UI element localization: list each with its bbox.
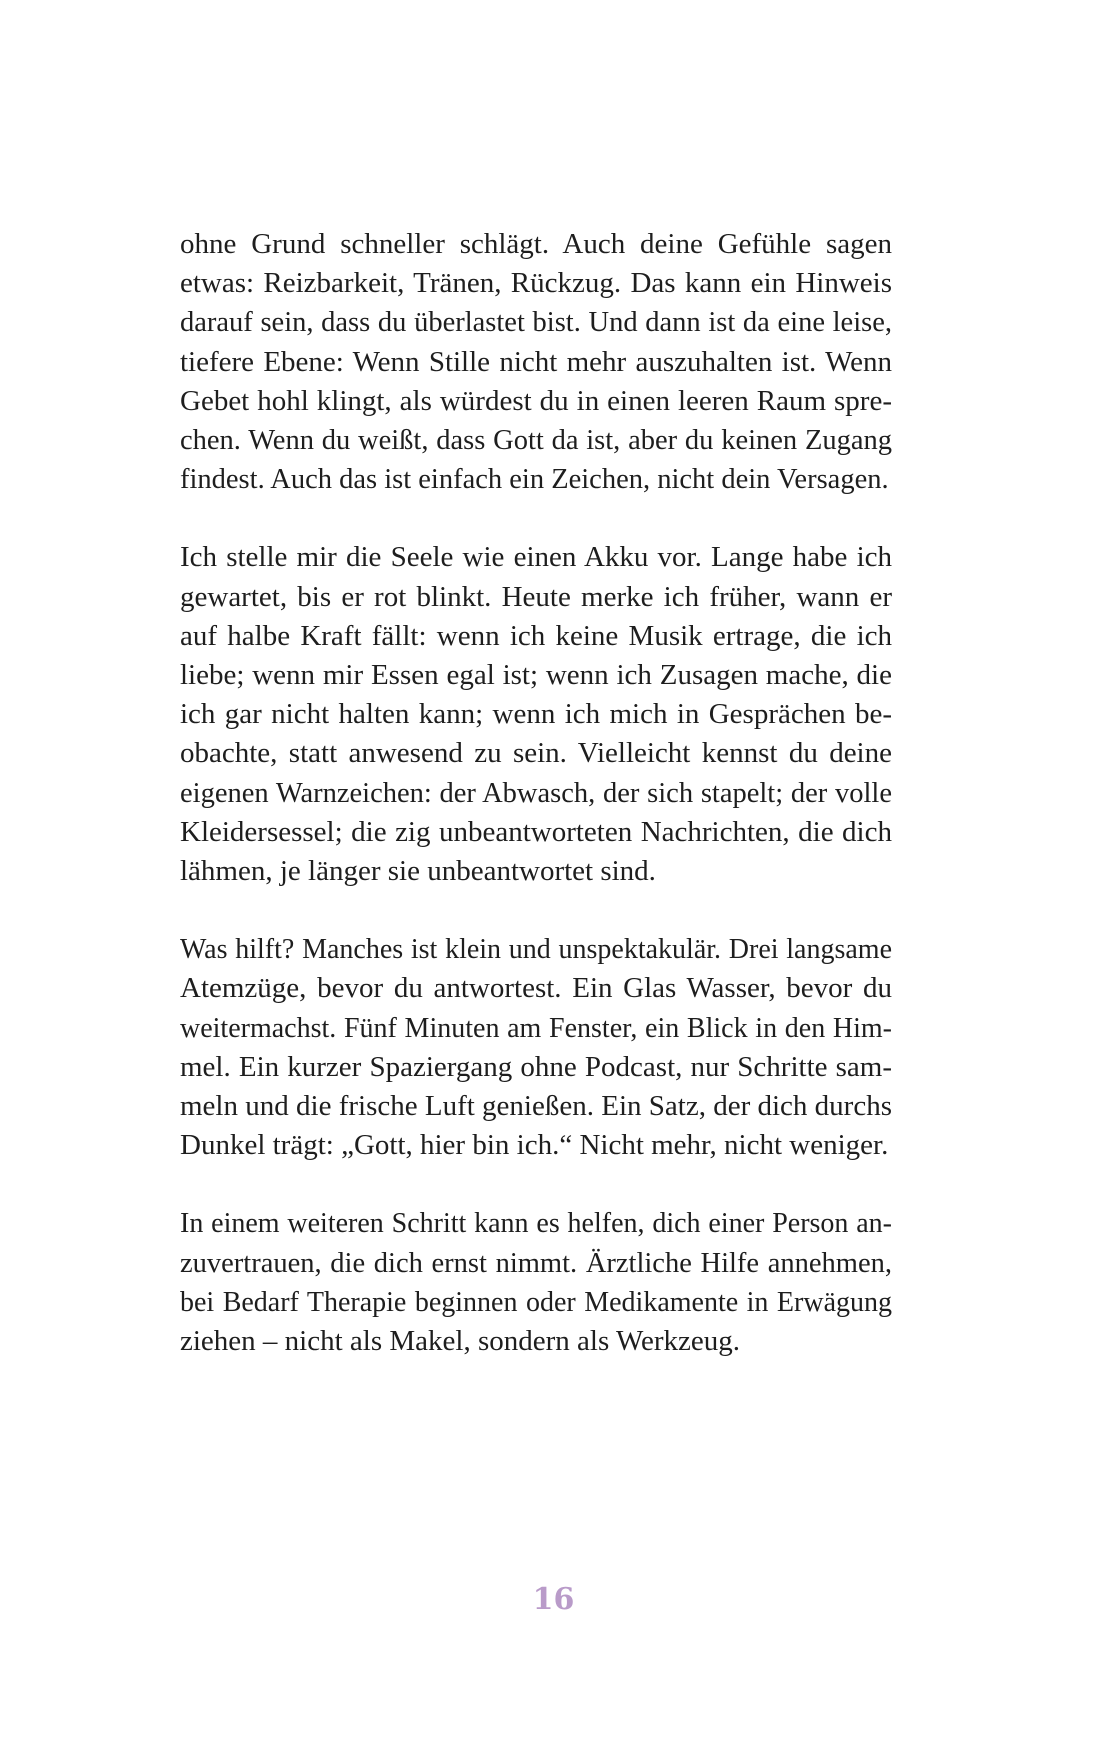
text-line: Atemzüge, bevor du antwortest. Ein Glas Wasser, bevor du (180, 972, 892, 1005)
text-line: auf halbe Kraft fällt: wenn ich keine Musik ertrage, die ich (180, 619, 892, 652)
text-line: meln und die frische Luft genießen. Ein Satz, der dich durchs (180, 1090, 892, 1123)
paragraph-1 (180, 225, 892, 499)
text-line: eigenen Warnzeichen: der Abwasch, der sich stapelt; der volle (180, 777, 892, 809)
text-line: darauf sein, dass du überlastet bist. Und dann ist da eine leise, (180, 307, 892, 339)
text-line: Ich stelle mir die Seele wie einen Akku vor. Lange habe ich (180, 541, 892, 574)
text-line: ohne Grund schneller schlägt. Auch deine Gefühle sagen (180, 228, 892, 260)
text-line: chen. Wenn du weißt, dass Gott da ist, aber du keinen Zugang (180, 425, 892, 457)
paragraph-2 (180, 538, 892, 891)
text-line: findest. Auch das ist einfach ein Zeichen, nicht dein Versagen. (180, 464, 889, 496)
text-line: mel. Ein kurzer Spaziergang ohne Podcast, nur Schritte sam- (180, 1050, 892, 1083)
text-line: Gebet hohl klingt, als würdest du in einen leeren Raum spre- (180, 384, 892, 417)
text-line: etwas: Reizbarkeit, Tränen, Rückzug. Das kann ein Hinweis (180, 267, 892, 300)
text-line: In einem weiteren Schritt kann es helfen, dich einer Person an- (180, 1208, 892, 1240)
text-line: obachte, statt anwesend zu sein. Vielleicht kennst du deine (180, 737, 892, 770)
body-text (180, 225, 892, 1400)
text-line: zuvertrauen, die dich ernst nimmt. Ärztliche Hilfe annehmen, (180, 1247, 892, 1279)
text-line: weitermachst. Fünf Minuten am Fenster, ein Blick in den Him- (180, 1012, 892, 1044)
text-line: liebe; wenn mir Essen egal ist; wenn ich Zusagen mache, die (180, 659, 892, 692)
text-line: bei Bedarf Therapie beginnen oder Medikamente in Erwägung (180, 1286, 892, 1318)
page-number: 16 (532, 1582, 575, 1617)
paragraph-4 (180, 1204, 892, 1361)
text-line: Kleidersessel; die zig unbeantworteten Nachrichten, die dich (180, 815, 892, 848)
paragraph-3 (180, 930, 892, 1165)
text-line: ich gar nicht halten kann; wenn ich mich in Gesprächen be- (180, 698, 892, 731)
text-line: tiefere Ebene: Wenn Stille nicht mehr auszuhalten ist. Wenn (180, 345, 892, 378)
text-line: Dunkel trägt: „Gott, hier bin ich.“ Nicht mehr, nicht weniger. (180, 1129, 889, 1162)
text-line: ziehen – nicht als Makel, sondern als Werkzeug. (180, 1325, 741, 1358)
text-line: gewartet, bis er rot blinkt. Heute merke ich früher, wann er (180, 580, 892, 613)
text-line: Was hilft? Manches ist klein und unspektakulär. Drei langsame (180, 934, 892, 966)
text-line: lähmen, je länger sie unbeantwortet sind. (180, 855, 656, 888)
